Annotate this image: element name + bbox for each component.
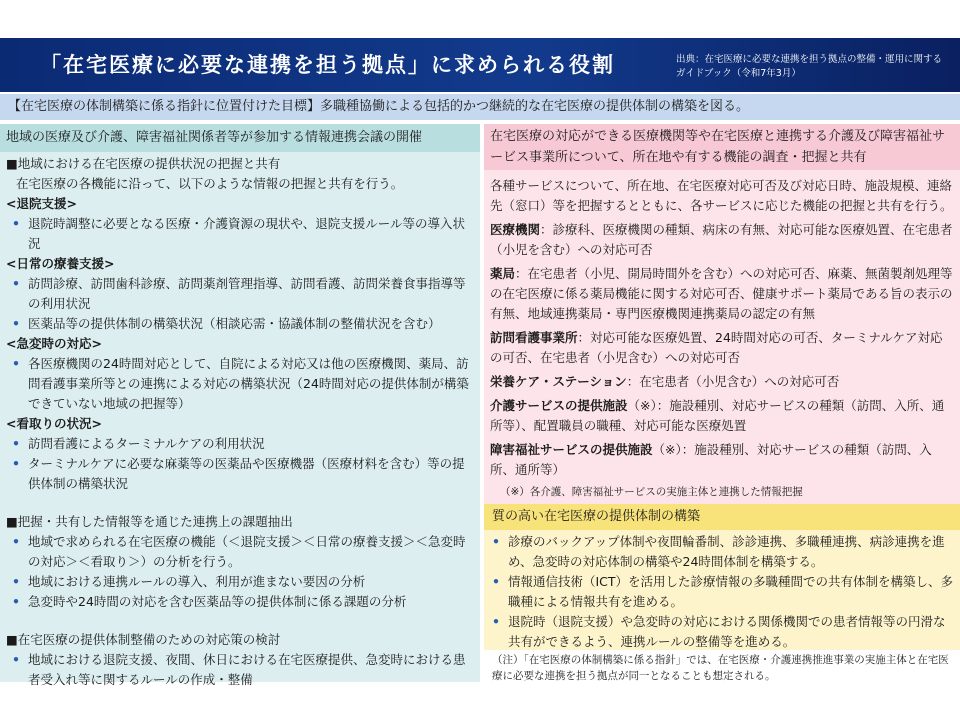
list-item: • 各医療機関の24時間対応として、自院による対応又は他の医療機関、薬局、訪問看護事業所等との連携による対応の構築状況（24時間対応の提供体制が構築できていない地域の把握等） <box>6 354 474 414</box>
footer-note: （注）「在宅医療の体制構築に係る指針」では、在宅医療・介護連携推進事業の実施主体と在宅医療に必要な連携を担う拠点が同一となることも想定される。 <box>492 654 949 682</box>
section-title-sharing: ■地域における在宅医療の提供状況の把握と共有 <box>6 156 281 171</box>
right-top-body <box>490 176 954 500</box>
right-top-intro: 各種サービスについて、所在地、在宅医療対応可否及び対応日時、施設規模、連絡先（窓口）等を把握するとともに、各サービスに応じた機能の把握と共有を行う。 <box>490 178 953 213</box>
list-item: • 地域における連携ルールの導入、利用が進まない要因の分析 <box>6 572 474 592</box>
section-title-measures: ■在宅医療の提供体制整備のための対応策の検討 <box>6 632 281 647</box>
facility-label: 医療機関 <box>490 222 541 237</box>
right-top-heading: 在宅医療の対応ができる医療機関等や在宅医療と連携する介護及び障害福祉サービス事業所について、所在地や有する機能の調査・把握と共有 <box>484 124 960 170</box>
facility-label: 介護サービスの提供施設 <box>490 398 628 413</box>
header-banner <box>0 38 960 92</box>
section-title-issues: ■把握・共有した情報等を通じた連携上の課題抽出 <box>6 514 293 529</box>
list-item: • 訪問診療、訪問歯科診療、訪問薬剤管理指導、訪問看護、訪問栄養食事指導等の利用状況 <box>6 274 474 314</box>
goal-banner: 【在宅医療の体制構築に係る指針に位置付けた目標】多職種協働による包括的かつ継続的な在宅医療の提供体制の構築を図る。 <box>0 94 960 120</box>
facility-text: ：在宅患者（小児、開局時間外を含む）への対応可否、麻薬、無菌製剤処理等の在宅医療に係る薬局機能に関する対応可否、健康サポート薬局である旨の表示の有無、地域連携薬局・専門医療機関連携薬局の認定の有無 <box>490 266 953 321</box>
list-item: • 退院時調整に必要となる医療・介護資源の現状や、退院支援ルール等の導入状況 <box>6 214 474 254</box>
facility-item-medical <box>490 220 954 260</box>
list-item: • 地域で求められる在宅医療の機能（＜退院支援＞＜日常の療養支援＞＜急変時の対応＞＜看取り＞）の分析を行う。 <box>6 532 474 572</box>
left-panel-body <box>6 154 474 690</box>
facility-label: 障害福祉サービスの提供施設 <box>490 442 653 457</box>
left-panel-heading: 地域の医療及び介護、障害福祉関係者等が参加する情報連携会議の開催 <box>0 124 480 152</box>
subheading-emergency: <急変時の対応> <box>6 336 102 351</box>
subheading-discharge: <退院支援> <box>6 196 77 211</box>
facility-item-nursing <box>490 328 954 368</box>
facility-text: （※）：施設種別、対応サービスの種類（訪問、入所、通所等） <box>490 442 932 477</box>
list-item: • 退院時（退院支援）や急変時の対応における関係機関での患者情報等の円滑な共有ができるよう、連携ルールの整備等を進める。 <box>486 612 954 652</box>
list-item: • 急変時や24時間の対応を含む医薬品等の提供体制に係る課題の分析 <box>6 592 474 612</box>
facility-label: 訪問看護事業所 <box>490 330 578 345</box>
right-bottom-body <box>486 532 954 652</box>
right-top-footnote: （※）各介護、障害福祉サービスの実施主体と連携した情報把握 <box>500 486 803 498</box>
facility-item-care-service <box>490 396 954 436</box>
subheading-end-of-life: <看取りの状況> <box>6 416 102 431</box>
facility-label: 栄養ケア・ステーション <box>490 374 627 389</box>
facility-item-disability-service <box>490 440 954 480</box>
facility-item-nutrition <box>490 372 954 392</box>
facility-text: ：診療科、医療機関の種類、病床の有無、対応可能な医療処置、在宅患者（小児を含む）への対応可否 <box>490 222 953 257</box>
source-line-2: ガイドブック（令和7年3月） <box>676 68 801 79</box>
list-item: • 診療のバックアップ体制や夜間輪番制、診診連携、多職種連携、病診連携を進め、急変時の対応体制の構築や24時間体制を構築する。 <box>486 532 954 572</box>
list-item: • 訪問看護によるターミナルケアの利用状況 <box>6 434 474 454</box>
facility-text: ：在宅患者（小児含む）への対応可否 <box>626 374 840 389</box>
list-item: • ターミナルケアに必要な麻薬等の医薬品や医療機器（医療材料を含む）等の提供体制の構築状況 <box>6 454 474 494</box>
right-bottom-heading: 質の高い在宅医療の提供体制の構築 <box>484 504 960 530</box>
page-title: 「在宅医療に必要な連携を担う拠点」に求められる役割 <box>40 53 615 77</box>
list-item: • 地域における退院支援、夜間、休日における在宅医療提供、急変時における患者受入れ等に関するルールの作成・整備 <box>6 650 474 690</box>
source-citation <box>676 53 960 81</box>
facility-text: ：対応可能な医療処置、24時間対応の可否、ターミナルケア対応の可否、在宅患者（小児含む）への対応可否 <box>490 330 943 365</box>
source-line-1: 出典：在宅医療に必要な連携を担う拠点の整備・運用に関する <box>676 54 943 65</box>
list-item: • 情報通信技術（ICT）を活用した診療情報の多職種間での共有体制を構築し、多職種による情報共有を進める。 <box>486 572 954 612</box>
section-text-sharing: 在宅医療の各機能に沿って、以下のような情報の把握と共有を行う。 <box>16 176 404 191</box>
facility-text: （※）：施設種別、対応サービスの種類（訪問、入所、通所等）、配置職員の職種、対応可能な医療処置 <box>490 398 945 433</box>
facility-item-pharmacy <box>490 264 954 324</box>
facility-label: 薬局 <box>490 266 516 281</box>
subheading-daily-care: <日常の療養支援> <box>6 256 115 271</box>
list-item: • 医薬品等の提供体制の構築状況（相談応需・協議体制の整備状況を含む） <box>6 314 474 334</box>
